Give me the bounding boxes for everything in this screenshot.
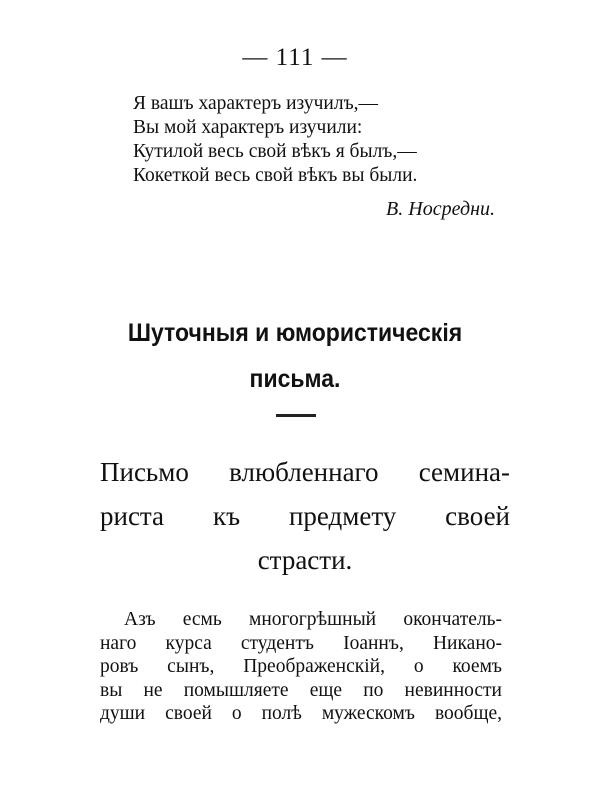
body-line: наго курса студентъ Іоаннъ, Никано- bbox=[100, 632, 502, 654]
letter-title-line: риста къ предмету своей bbox=[100, 501, 510, 531]
section-heading bbox=[79, 310, 511, 402]
letter-title bbox=[100, 450, 510, 582]
section-heading-line: Шуточныя и юмористическія bbox=[127, 319, 463, 347]
body-line: вы не помышляете еще по невинности bbox=[100, 679, 502, 701]
body-line: ровъ сынъ, Преображенскій, о коемъ bbox=[100, 656, 502, 677]
page-number: — 111 — bbox=[242, 44, 348, 71]
letter-body bbox=[100, 608, 502, 726]
poem-line: Кокеткой весь свой вѣкъ вы были. bbox=[133, 165, 418, 186]
section-heading-line: письма. bbox=[249, 365, 341, 393]
section-divider bbox=[276, 414, 316, 417]
poem-line: Кутилой весь свой вѣкъ я былъ,— bbox=[133, 141, 417, 162]
poem-line: Вы мой характеръ изучили: bbox=[133, 117, 363, 138]
poem-line: Я вашъ характеръ изучилъ,— bbox=[133, 93, 379, 114]
letter-title-line: страсти. bbox=[257, 545, 353, 575]
poem-author: В. Носредни. bbox=[386, 198, 495, 220]
body-line: Азъ есмь многогрѣшный окончатель- bbox=[124, 609, 502, 630]
poem bbox=[133, 92, 417, 188]
letter-title-line: Письмо влюбленнаго семина- bbox=[100, 457, 510, 487]
body-line: души своей о полѣ мужескомъ вообще, bbox=[100, 703, 502, 724]
